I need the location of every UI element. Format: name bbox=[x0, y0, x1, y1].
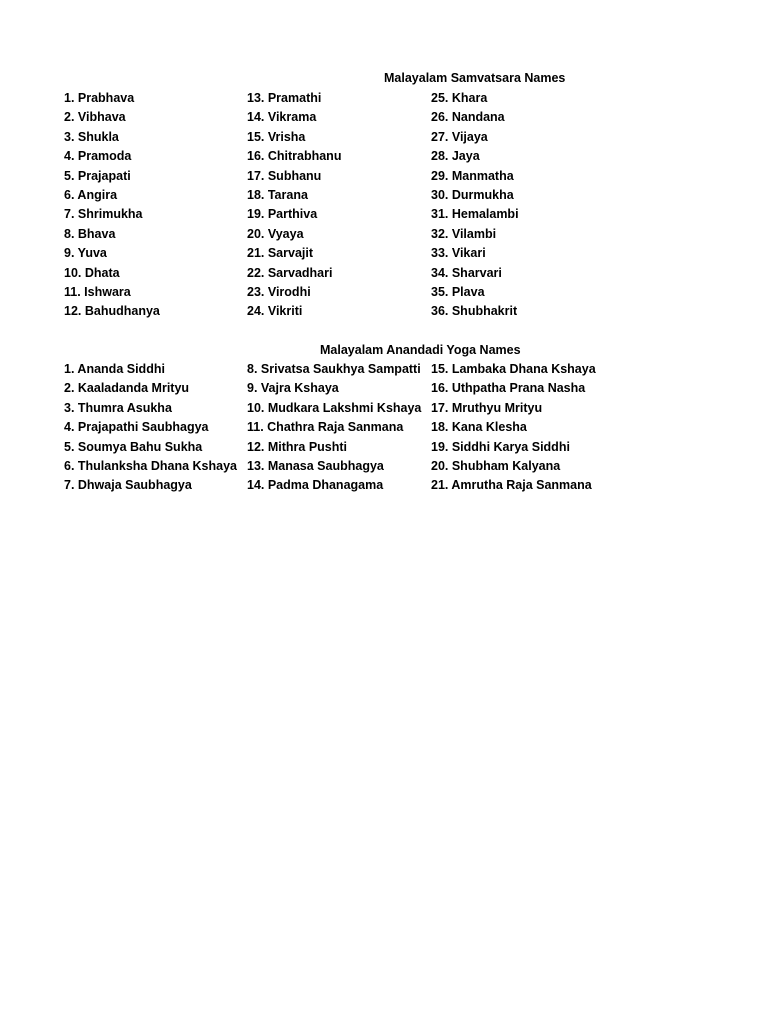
yoga-name-item: 20. Shubham Kalyana bbox=[431, 458, 561, 473]
samvatsara-name-item: 30. Durmukha bbox=[431, 187, 514, 202]
samvatsara-name-item: 31. Hemalambi bbox=[431, 207, 519, 222]
samvatsara-name-item: 27. Vijaya bbox=[431, 129, 488, 144]
samvatsara-name-item: 9. Yuva bbox=[64, 246, 107, 261]
yoga-column-1 bbox=[64, 360, 237, 496]
samvatsara-name-item: 36. Shubhakrit bbox=[431, 304, 518, 319]
samvatsara-name-item: 33. Vikari bbox=[431, 246, 486, 261]
samvatsara-column-1 bbox=[64, 89, 160, 322]
samvatsara-column-2 bbox=[247, 89, 341, 322]
samvatsara-name-item: 11. Ishwara bbox=[64, 284, 131, 299]
yoga-name-item: 21. Amrutha Raja Sanmana bbox=[431, 478, 592, 493]
yoga-name-item: 16. Uthpatha Prana Nasha bbox=[431, 381, 586, 396]
samvatsara-name-item: 8. Bhava bbox=[64, 226, 116, 241]
samvatsara-name-item: 32. Vilambi bbox=[431, 226, 497, 241]
samvatsara-name-item: 20. Vyaya bbox=[247, 226, 304, 241]
samvatsara-name-item: 21. Sarvajit bbox=[247, 246, 314, 261]
samvatsara-name-item: 12. Bahudhanya bbox=[64, 304, 160, 319]
samvatsara-name-item: 26. Nandana bbox=[431, 110, 505, 125]
yoga-name-item: 13. Manasa Saubhagya bbox=[247, 458, 384, 473]
samvatsara-name-item: 35. Plava bbox=[431, 284, 485, 299]
samvatsara-name-item: 5. Prajapati bbox=[64, 168, 131, 183]
samvatsara-title: Malayalam Samvatsara Names bbox=[384, 71, 566, 85]
samvatsara-name-item: 28. Jaya bbox=[431, 149, 480, 164]
yoga-name-item: 11. Chathra Raja Sanmana bbox=[247, 420, 404, 435]
yoga-column-2 bbox=[247, 360, 421, 496]
samvatsara-name-item: 10. Dhata bbox=[64, 265, 120, 280]
yoga-name-item: 18. Kana Klesha bbox=[431, 420, 527, 435]
yoga-name-item: 15. Lambaka Dhana Kshaya bbox=[431, 362, 596, 376]
samvatsara-name-item: 13. Pramathi bbox=[247, 91, 322, 105]
yoga-name-item: 2. Kaaladanda Mrityu bbox=[64, 381, 190, 396]
yoga-name-item: 12. Mithra Pushti bbox=[247, 439, 348, 454]
samvatsara-name-item: 25. Khara bbox=[431, 91, 488, 105]
samvatsara-column-3 bbox=[431, 89, 519, 322]
yoga-name-item: 14. Padma Dhanagama bbox=[247, 478, 384, 493]
yoga-name-item: 7. Dhwaja Saubhagya bbox=[64, 478, 192, 493]
yoga-column-3 bbox=[431, 360, 596, 496]
samvatsara-name-item: 2. Vibhava bbox=[64, 110, 126, 125]
samvatsara-name-item: 18. Tarana bbox=[247, 187, 308, 202]
samvatsara-name-item: 29. Manmatha bbox=[431, 168, 514, 183]
samvatsara-name-item: 15. Vrisha bbox=[247, 129, 306, 144]
yoga-name-item: 10. Mudkara Lakshmi Kshaya bbox=[247, 400, 422, 415]
samvatsara-name-item: 22. Sarvadhari bbox=[247, 265, 333, 280]
samvatsara-name-item: 4. Pramoda bbox=[64, 149, 132, 164]
samvatsara-name-item: 6. Angira bbox=[64, 187, 118, 202]
yoga-name-item: 1. Ananda Siddhi bbox=[64, 362, 165, 376]
yoga-name-item: 8. Srivatsa Saukhya Sampatti bbox=[247, 362, 421, 376]
samvatsara-name-item: 3. Shukla bbox=[64, 129, 119, 144]
yoga-title: Malayalam Anandadi Yoga Names bbox=[320, 343, 521, 357]
samvatsara-name-item: 14. Vikrama bbox=[247, 110, 317, 125]
yoga-name-item: 6. Thulanksha Dhana Kshaya bbox=[64, 458, 237, 473]
yoga-name-item: 5. Soumya Bahu Sukha bbox=[64, 439, 203, 454]
yoga-name-item: 19. Siddhi Karya Siddhi bbox=[431, 439, 570, 454]
samvatsara-name-item: 19. Parthiva bbox=[247, 207, 318, 222]
samvatsara-name-item: 1. Prabhava bbox=[64, 91, 135, 105]
yoga-name-item: 17. Mruthyu Mrityu bbox=[431, 400, 543, 415]
samvatsara-name-item: 17. Subhanu bbox=[247, 168, 322, 183]
samvatsara-name-item: 7. Shrimukha bbox=[64, 207, 143, 222]
yoga-name-item: 3. Thumra Asukha bbox=[64, 400, 172, 415]
samvatsara-name-item: 16. Chitrabhanu bbox=[247, 149, 342, 164]
samvatsara-name-item: 23. Virodhi bbox=[247, 284, 311, 299]
yoga-name-item: 4. Prajapathi Saubhagya bbox=[64, 420, 209, 435]
samvatsara-name-item: 34. Sharvari bbox=[431, 265, 502, 280]
samvatsara-name-item: 24. Vikriti bbox=[247, 304, 303, 319]
yoga-name-item: 9. Vajra Kshaya bbox=[247, 381, 339, 396]
